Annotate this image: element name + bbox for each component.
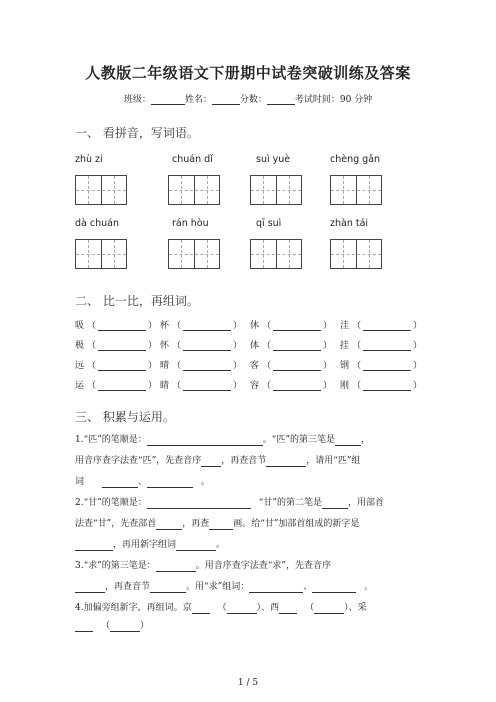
question-2-line-3: ，再用新字组词 。 [75,539,225,551]
compare-row: 体 （ ） [250,338,332,351]
pinyin-8: zhàn tái [330,218,369,229]
answer-blank[interactable] [150,583,186,593]
writing-box[interactable] [250,175,302,205]
answer-blank[interactable] [75,583,105,593]
question-1-line-2: 用音序查字法查“匹”，先查音序 ，再查音节 ，请用“匹”组 [75,456,361,466]
compare-char: 洼 [340,321,350,331]
compare-row: 晴 （ ） [160,358,242,371]
answer-blank[interactable] [201,457,221,467]
answer-blank[interactable] [363,361,411,371]
compare-char: 休 [250,321,260,331]
question-3-line-2: ，再查音节 。用“求”组词： 、 。 [75,581,373,593]
answer-blank[interactable] [312,583,356,593]
page-title: 人教版二年级语文下册期中试卷突破训练及答案 [85,64,411,82]
score-label: 分数： [239,95,267,105]
student-info-line [0,92,496,105]
answer-blank[interactable] [156,562,196,572]
name-label: 姓名： [184,95,212,105]
answer-blank[interactable] [183,321,231,331]
compare-row: 钢 （ ） [340,358,422,371]
answer-blank[interactable] [314,604,344,614]
answer-blank[interactable] [266,457,306,467]
answer-blank[interactable] [98,321,146,331]
compare-row: 洼 （ ） [340,318,422,331]
answer-blank[interactable] [192,604,210,614]
question-4-line-2: （ ） [75,620,149,632]
name-blank[interactable] [212,94,240,105]
answer-blank[interactable] [273,361,321,371]
score-blank[interactable] [267,94,295,105]
answer-blank[interactable] [102,478,138,488]
compare-char: 吸 [75,321,85,331]
compare-char: 睛 [160,381,170,391]
pinyin-1: zhù zi [75,154,103,165]
answer-blank[interactable] [249,583,303,593]
answer-blank[interactable] [75,622,93,632]
compare-row: 容 （ ） [250,378,332,391]
compare-char: 怀 [160,341,170,351]
pinyin-5: dà chuán [75,218,119,229]
answer-blank[interactable] [273,381,321,391]
answer-blank[interactable] [147,436,263,446]
compare-char: 晴 [160,361,170,371]
class-blank[interactable] [151,94,185,105]
compare-char: 杯 [160,321,170,331]
compare-row: 客 （ ） [250,358,332,371]
answer-blank[interactable] [147,478,193,488]
answer-blank[interactable] [176,541,216,551]
answer-blank[interactable] [156,520,182,530]
compare-row: 远 （ ） [75,358,157,371]
answer-blank[interactable] [98,361,146,371]
section3-heading: 三、 积累与运用。 [75,410,175,424]
answer-blank[interactable] [273,341,321,351]
question-2-line-1: 2.“甘”的笔顺是： “甘”的第二笔是 ，用部首 [75,498,385,508]
writing-box[interactable] [168,175,220,205]
compare-row: 吸 （ ） [75,318,157,331]
question-1-line-3: 词 、 。 [75,477,211,487]
answer-blank[interactable] [209,520,233,530]
answer-blank[interactable] [98,341,146,351]
compare-char: 远 [75,361,85,371]
answer-blank[interactable] [110,622,140,632]
question-1-line-1: 1.“匹”的笔顺是： 。“匹”的第三笔是 ， [75,435,371,445]
writing-box[interactable] [250,239,302,269]
pinyin-3: suì yuè [256,154,291,165]
question-4-line-1: 4.加偏旁组新字，再组词。京 （ ）、西 （ ）、采 [75,603,367,613]
compare-row: 杯 （ ） [160,318,242,331]
answer-blank[interactable] [273,321,321,331]
writing-box[interactable] [75,175,127,205]
question-2-line-2: 法查“甘”，先查部首 ，再查 画。给“甘”加部首组成的新字是 [75,519,360,529]
pinyin-6: rán hòu [172,218,209,229]
writing-box[interactable] [75,239,127,269]
pinyin-2: chuán dǐ [172,154,213,165]
answer-blank[interactable] [183,341,231,351]
section2-heading: 二、 比一比，再组词。 [75,294,199,308]
compare-char: 挂 [340,341,350,351]
compare-char: 运 [75,381,85,391]
compare-row: 运 （ ） [75,378,157,391]
answer-blank[interactable] [363,381,411,391]
answer-blank[interactable] [363,321,411,331]
pinyin-4: chèng gǎn [330,154,381,165]
compare-row: 刚 （ ） [340,378,422,391]
time-label: 考试时间：90 分钟 [294,95,373,105]
compare-row: 极 （ ） [75,338,157,351]
compare-row: 怀 （ ） [160,338,242,351]
compare-char: 体 [250,341,260,351]
compare-char: 钢 [340,361,350,371]
page-number: 1 / 5 [237,678,259,688]
answer-blank[interactable] [147,499,251,509]
compare-char: 刚 [340,381,350,391]
answer-blank[interactable] [183,361,231,371]
section1-heading: 一、 看拼音，写词语。 [75,126,199,140]
writing-box[interactable] [330,175,382,205]
compare-char: 客 [250,361,260,371]
compare-row: 挂 （ ） [340,338,422,351]
compare-row: 休 （ ） [250,318,332,331]
compare-char: 极 [75,341,85,351]
writing-box[interactable] [330,239,382,269]
writing-box[interactable] [168,239,220,269]
answer-blank[interactable] [363,341,411,351]
answer-blank[interactable] [279,604,297,614]
class-label: 班级： [123,95,151,105]
answer-blank[interactable] [98,381,146,391]
answer-blank[interactable] [75,541,113,551]
question-3-line-1: 3.“求”的第三笔是： 。用音序查字法查“求”，先查音序 [75,561,331,571]
answer-blank[interactable] [322,499,348,509]
compare-row: 睛 （ ） [160,378,242,391]
answer-blank[interactable] [183,381,231,391]
answer-blank[interactable] [335,436,361,446]
compare-char: 容 [250,381,260,391]
pinyin-7: qī suì [256,218,282,229]
answer-blank[interactable] [227,604,257,614]
